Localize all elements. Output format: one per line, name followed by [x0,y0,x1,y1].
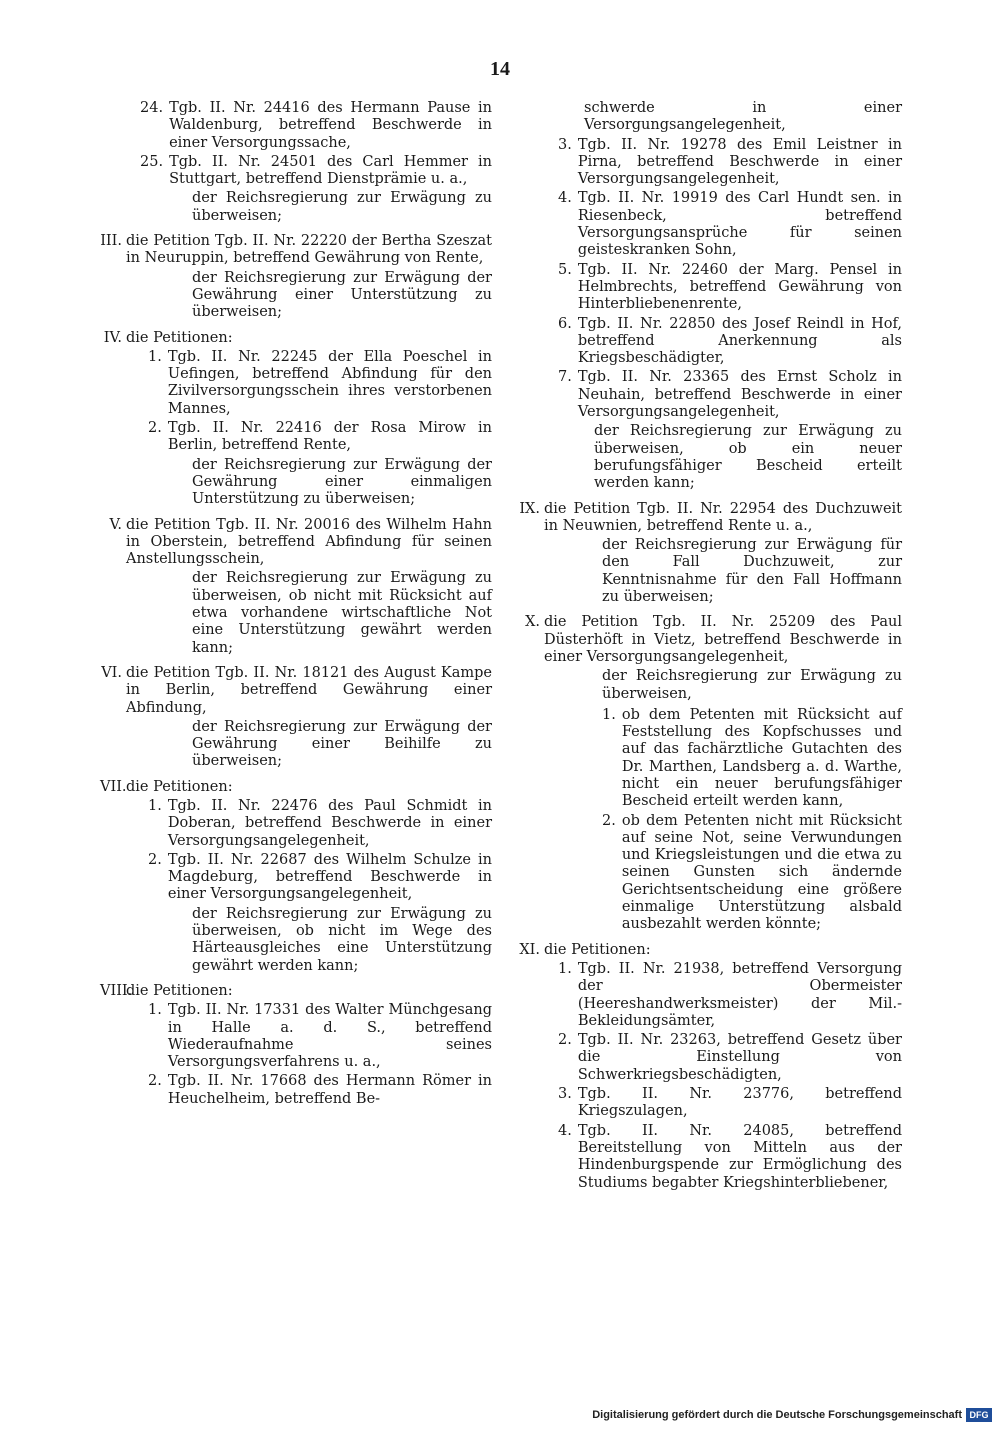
digitization-credit [592,1404,992,1426]
item-number: 25. [140,153,164,170]
item-number: 24. [140,100,164,116]
item-number: 2. [602,812,616,829]
resolution-text: der Reichsregierung zur Erwägung zu überweisen, ob nicht mit Rücksicht auf etwa vorhandene wirtschaftliche Not eine Unterstützung gewährt werden kann; [192,570,492,656]
item-text: Tgb. II. Nr. 19278 des Emil Leistner in Pirna, betreffend Beschwerde in einer Versorgungsangelegenheit, [577,136,902,188]
resolution-text: der Reichsregierung zur Erwägung zu überweisen, ob ein neuer berufungsfähiger Bescheid erteilt werden kann; [594,423,902,492]
list-item [148,1073,492,1108]
continued-text: schwerde in einer Versorgungsangelegenheit, [584,100,902,134]
section-text: die Petitionen: [126,778,233,795]
list-item [558,262,902,314]
item-text: Tgb. II. Nr. 17668 des Hermann Römer in Heuchelheim, betreffend Be- [167,1073,492,1107]
section-heading [100,665,492,717]
section-number: III. [100,233,122,250]
item-number: 6. [558,315,572,332]
section-text: die Petitionen: [544,941,651,958]
section-text: die Petition Tgb. II. Nr. 25209 des Paul Düsterhöft in Vietz, betreffend Beschwerde in einer Versorgungsangelegenheit, [544,614,902,665]
section-number: IV. [103,329,122,346]
section-heading [100,233,492,268]
dfg-logo-icon: DFG [966,1408,992,1422]
page-number: 14 [490,58,510,80]
item-text: Tgb. II. Nr. 22687 des Wilhelm Schulze in Magdeburg, betreffend Beschwerde in einer Versorgungsangelegenheit, [167,851,492,903]
item-number: 2. [148,420,162,437]
list-item [558,369,902,421]
item-text: Tgb. II. Nr. 24501 des Carl Hemmer in Stuttgart, betreffend Dienstprämie u. a., [169,153,492,188]
list-item [558,137,902,189]
list-item [558,1032,902,1084]
list-item [148,420,492,455]
section-number: VI. [101,664,122,681]
list-item [148,1002,492,1071]
resolution-text: der Reichsregierung zur Erwägung zu überweisen, ob nicht im Wege des Härteausgleiches eine Unterstützung gewährt werden kann; [192,905,492,974]
item-number: 5. [558,261,572,278]
list-item [148,852,492,904]
item-text: Tgb. II. Nr. 21938, betreffend Versorgung der Obermeister (Heereshandwerksmeister) der Mil.-Bekleidungsämter, [577,960,902,1029]
item-text: Tgb. II. Nr. 19919 des Carl Hundt sen. in Riesenbeck, betreffend Versorgungsansprüche für seinen geisteskranken Sohn, [577,190,902,259]
item-text: Tgb. II. Nr. 22245 der Ella Poeschel in Uefingen, betreffend Abfindung für den Zivilversorgungsschein ihres verstorbenen Mannes, [167,348,492,417]
item-text: Tgb. II. Nr. 24416 des Hermann Pause in Waldenburg, betreffend Beschwerde in einer Versorgungssache, [169,100,492,151]
item-text: Tgb. II. Nr. 22416 der Rosa Mirow in Berlin, betreffend Rente, [167,420,492,454]
section-heading [100,779,492,796]
item-number: 1. [558,960,572,977]
item-number: 1. [148,797,162,814]
section-text: die Petition Tgb. II. Nr. 22954 des Duchzuweit in Neuwnien, betreffend Rente u. a., [544,500,902,534]
resolution-text: der Reichsregierung zur Erwägung der Gewährung einer einmaligen Unterstützung zu überweisen; [192,456,492,508]
item-number: 7. [558,369,572,386]
resolution-text: der Reichsregierung zur Erwägung der Gewährung einer Unterstützung zu überweisen; [192,269,492,321]
section-heading [518,942,902,959]
item-text: Tgb. II. Nr. 23776, betreffend Kriegszulagen, [577,1086,902,1120]
section-text: die Petition Tgb. II. Nr. 20016 des Wilhelm Hahn in Oberstein, betreffend Abfindung für seinen Anstellungsschein, [126,516,492,568]
left-column [100,100,492,1110]
item-number: 3. [558,1086,572,1103]
item-text: Tgb. II. Nr. 17331 des Walter Münchgesang in Halle a. d. S., betreffend Wiederaufnahme seines Versorgungsverfahrens u. a., [167,1002,492,1071]
item-number: 3. [558,136,572,153]
section-number: V. [109,516,122,533]
section-text: die Petitionen: [126,329,233,346]
resolution-text: der Reichsregierung zur Erwägung für den Fall Duchzuweit, zur Kenntnisnahme für den Fall Hoffmann zu überweisen; [602,537,902,606]
list-item [602,707,902,811]
right-column [518,100,902,1194]
item-text: Tgb. II. Nr. 23365 des Ernst Scholz in Neuhain, betreffend Beschwerde in einer Versorgungsangelegenheit, [577,369,902,421]
list-item [140,100,492,152]
item-number: 1. [148,1002,162,1019]
list-item [558,1123,902,1192]
item-number: 1. [148,348,162,365]
item-number: 2. [148,851,162,868]
item-number: 4. [558,1122,572,1139]
section-number: XI. [519,941,540,958]
list-item [558,190,902,259]
list-item [602,813,902,934]
list-item [558,316,902,368]
item-text: Tgb. II. Nr. 22460 der Marg. Pensel in Helmbrechts, betreffend Gewährung von Hinterbliebenenrente, [577,261,902,313]
list-item [558,1086,902,1121]
resolution-text: der Reichsregierung zur Erwägung der Gewährung einer Beihilfe zu überweisen; [192,718,492,770]
item-number: 4. [558,190,572,207]
section-heading [518,501,902,536]
section-heading [100,517,492,569]
section-number: VIII. [100,982,133,999]
item-text: Tgb. II. Nr. 24085, betreffend Bereitstellung von Mitteln aus der Hindenburgspende zur Ermöglichung des Studiums begabter Kriegshinterbliebener, [577,1122,902,1191]
list-item [148,349,492,418]
section-number: VII. [100,778,127,795]
section-number: X. [525,614,540,631]
list-item [558,961,902,1030]
item-number: 1. [602,706,616,723]
list-item [140,154,492,189]
section-number: IX. [519,500,540,517]
item-text: Tgb. II. Nr. 22476 des Paul Schmidt in Doberan, betreffend Beschwerde in einer Versorgungsangelegenheit, [167,797,492,849]
section-heading [100,330,492,347]
resolution-text: der Reichsregierung zur Erwägung zu überweisen, [602,668,902,702]
item-text: ob dem Petenten mit Rücksicht auf Feststellung des Kopfschusses und auf das fachärztliche Gutachten des Dr. Marthen, Landsberg a. d. Warthe, nicht ein neuer berufungsfähiger Bescheid erteilt werden kann, [621,706,902,810]
section-text: die Petition Tgb. II. Nr. 22220 der Bertha Szeszat in Neuruppin, betreffend Gewährung von Rente, [126,233,492,267]
section-text: die Petitionen: [126,982,233,999]
item-number: 2. [558,1032,572,1049]
credit-text: Digitalisierung gefördert durch die Deutsche Forschungsgemeinschaft [592,1409,962,1421]
section-text: die Petition Tgb. II. Nr. 18121 des August Kampe in Berlin, betreffend Gewährung einer Abfindung, [126,664,492,716]
section-heading [518,614,902,666]
item-text: Tgb. II. Nr. 22850 des Josef Reindl in Hof, betreffend Anerkennung als Kriegsbeschädigter, [577,315,902,367]
section-heading [100,983,492,1000]
item-text: ob dem Petenten nicht mit Rücksicht auf seine Not, seine Verwundungen und Kriegsleistungen und die etwa zu seinen Gunsten sich ändernde Gerichtsentscheidung eine größere einmalige Unterstützung alsbald ausbezahlt werden könnte; [621,812,902,933]
resolution-text: der Reichsregierung zur Erwägung zu überweisen; [192,190,492,224]
item-text: Tgb. II. Nr. 23263, betreffend Gesetz über die Einstellung von Schwerkriegsbeschädigten, [577,1032,902,1083]
list-item [148,798,492,850]
item-number: 2. [148,1073,162,1090]
